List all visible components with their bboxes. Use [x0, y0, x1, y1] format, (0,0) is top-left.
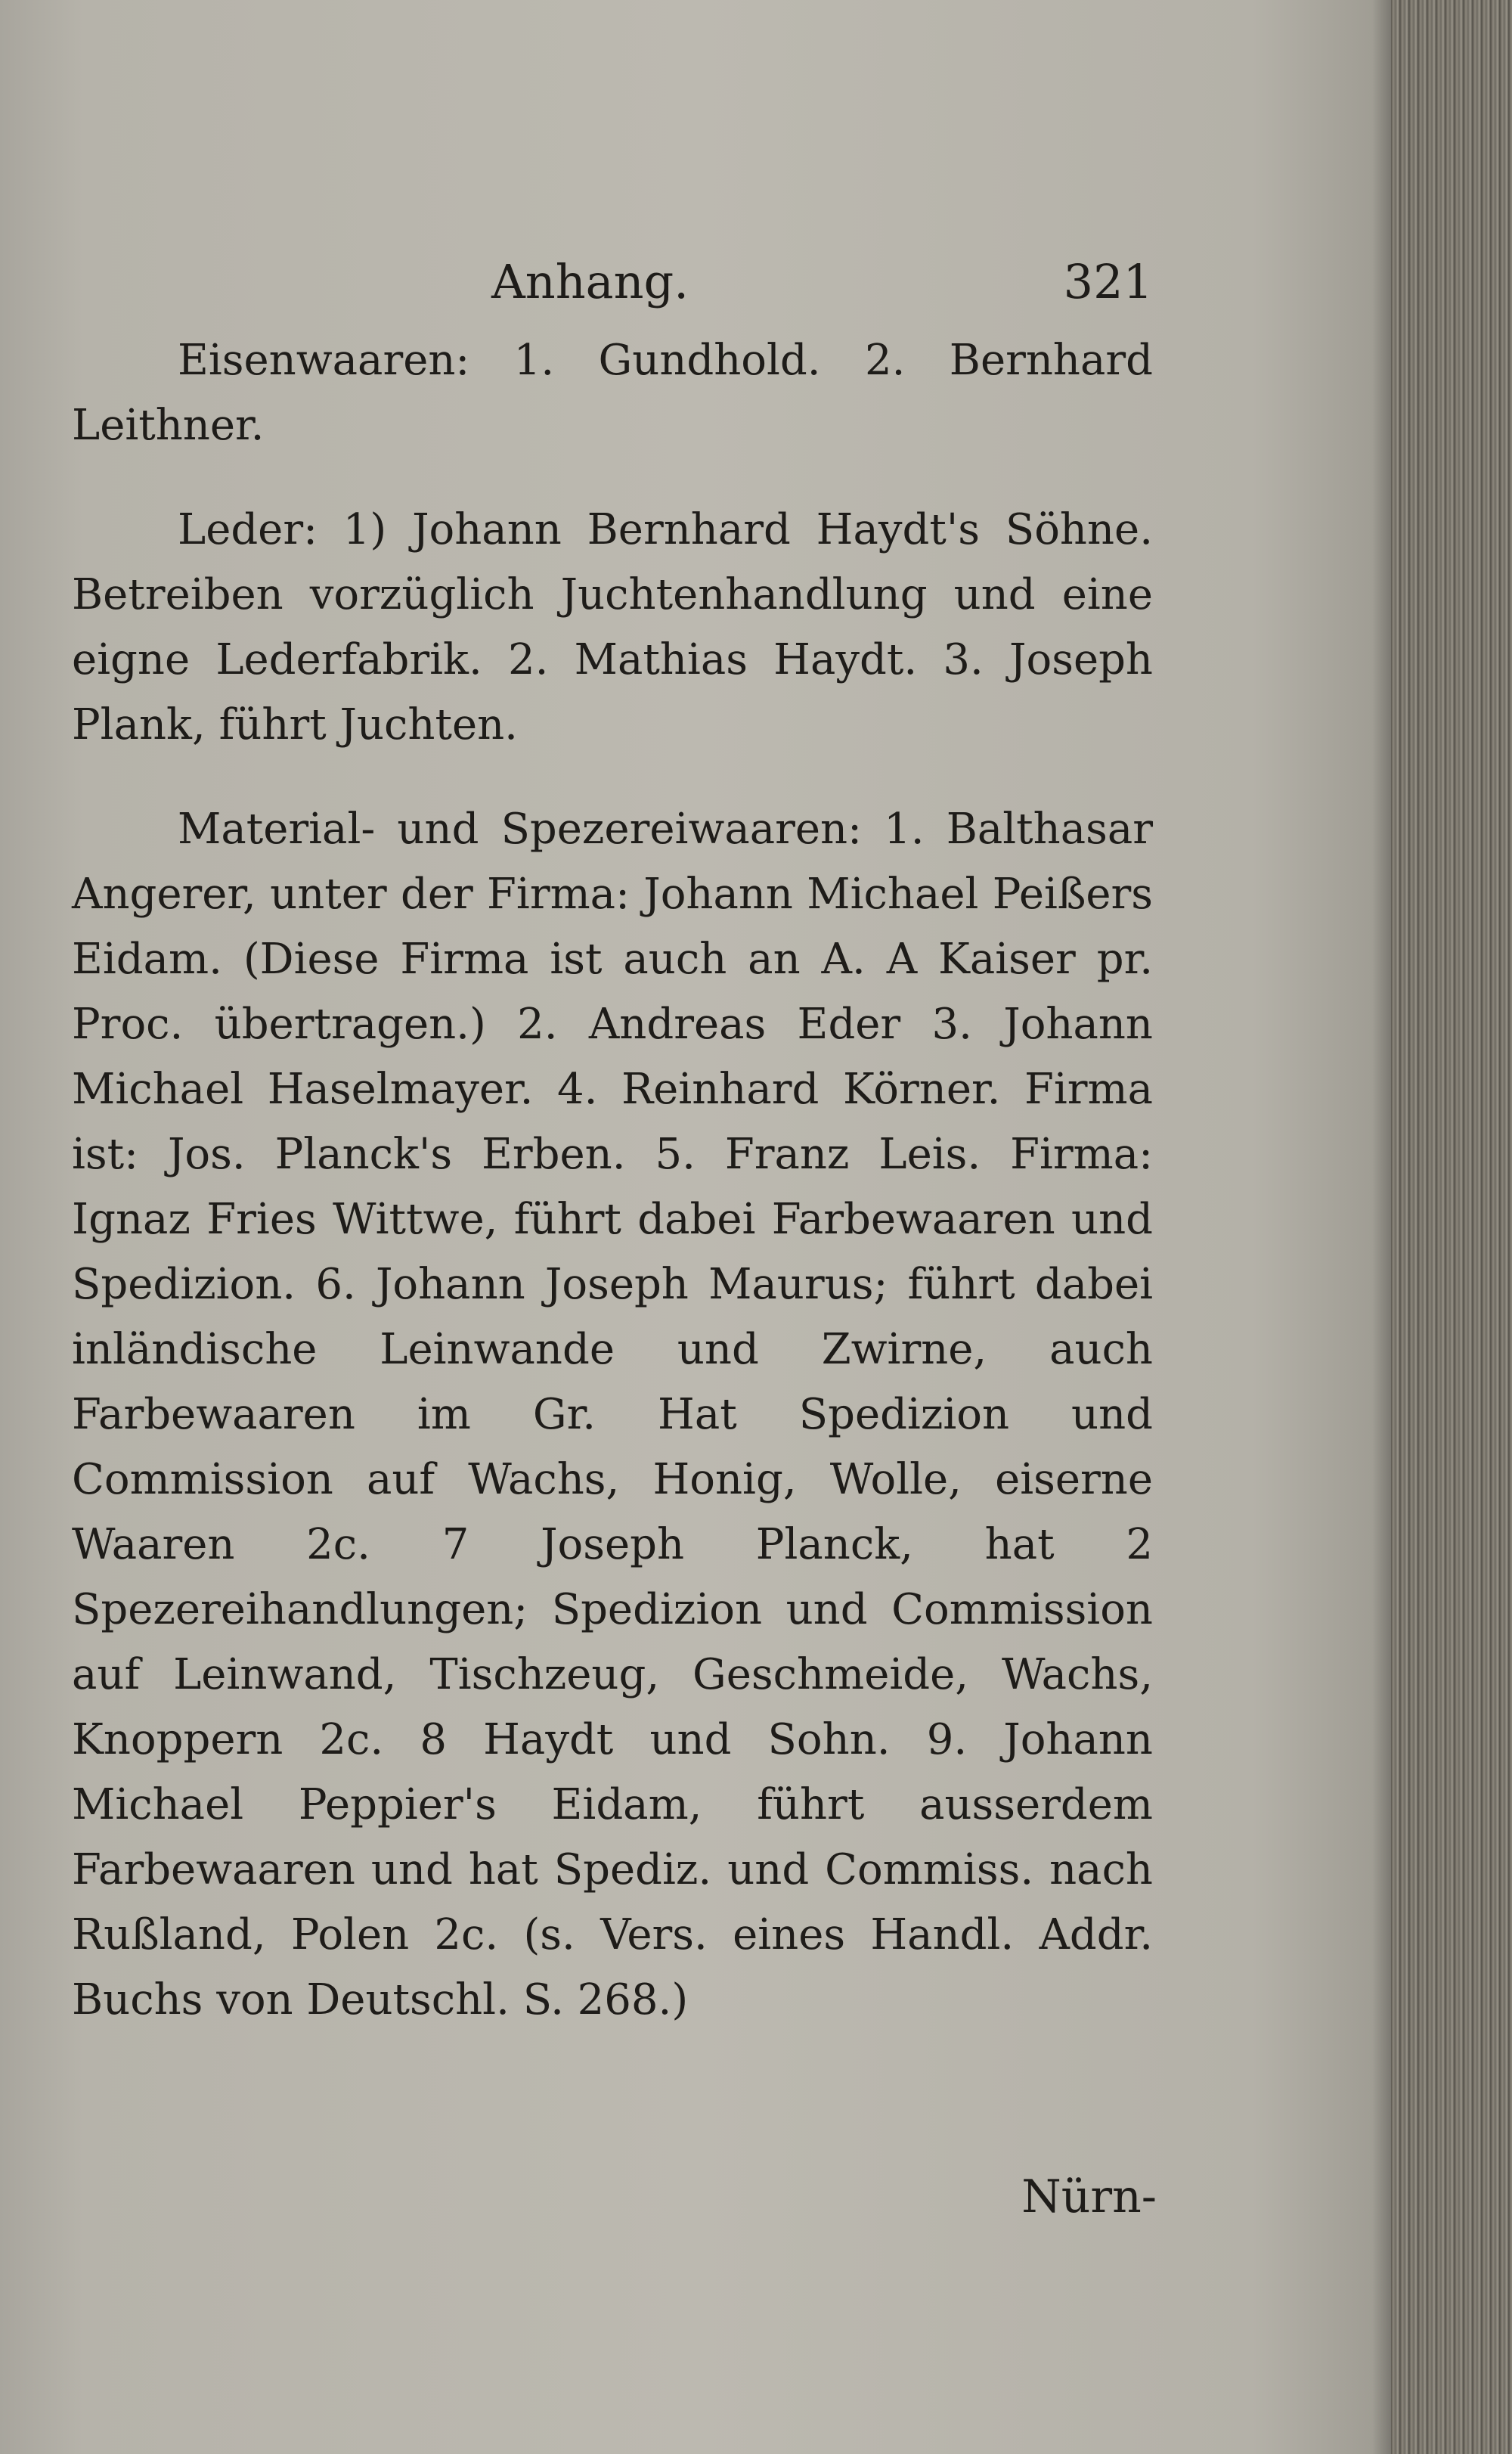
page-text-block	[72, 250, 1153, 2072]
running-header	[72, 250, 1153, 315]
paragraph-eisenwaaren: Eisenwaaren: 1. Gundhold. 2. Bernhard Leithner.	[72, 336, 1153, 450]
catchword: Nürn-	[1021, 2170, 1157, 2223]
paragraph-material-spezereiwaaren: Material- und Spezereiwaaren: 1. Balthasar Angerer, unter der Firma: Johann Michael Peißers Eidam. (Diese Firma ist auch an A. A Kaiser pr. Proc. übertragen.) 2. Andreas Eder 3. Johann Michael Haselmayer. 4. Reinhard Körner. Firma ist: Jos. Planck's Erben. 5. Franz Leis. Firma: Ignaz Fries Wittwe, führt dabei Farbewaaren und Spedizion. 6. Johann Joseph Maurus; führt dabei inländische Leinwande und Zwirne, auch Farbewaaren im Gr. Hat Spedizion und Commission auf Wachs, Honig, Wolle, eiserne Waaren 2c. 7 Joseph Planck, hat 2 Spezereihandlungen; Spedizion und Commission auf Leinwand, Tischzeug, Geschmeide, Wachs, Knoppern 2c. 8 Haydt und Sohn. 9. Johann Michael Peppier's Eidam, führt ausserdem Farbewaaren und hat Spediz. und Commiss. nach Rußland, Polen 2c. (s. Vers. eines Handl. Addr. Buchs von Deutschl. S. 268.)	[72, 805, 1153, 2024]
running-title: Anhang.	[491, 254, 689, 309]
page-number: 321	[1063, 254, 1153, 309]
paragraph-leder: Leder: 1) Johann Bernhard Haydt's Söhne. Betreiben vorzüglich Juchtenhandlung und eine eigne Lederfabrik. 2. Mathias Haydt. 3. Joseph Plank, führt Juchten.	[72, 505, 1153, 749]
book-fore-edge	[1391, 0, 1512, 2454]
